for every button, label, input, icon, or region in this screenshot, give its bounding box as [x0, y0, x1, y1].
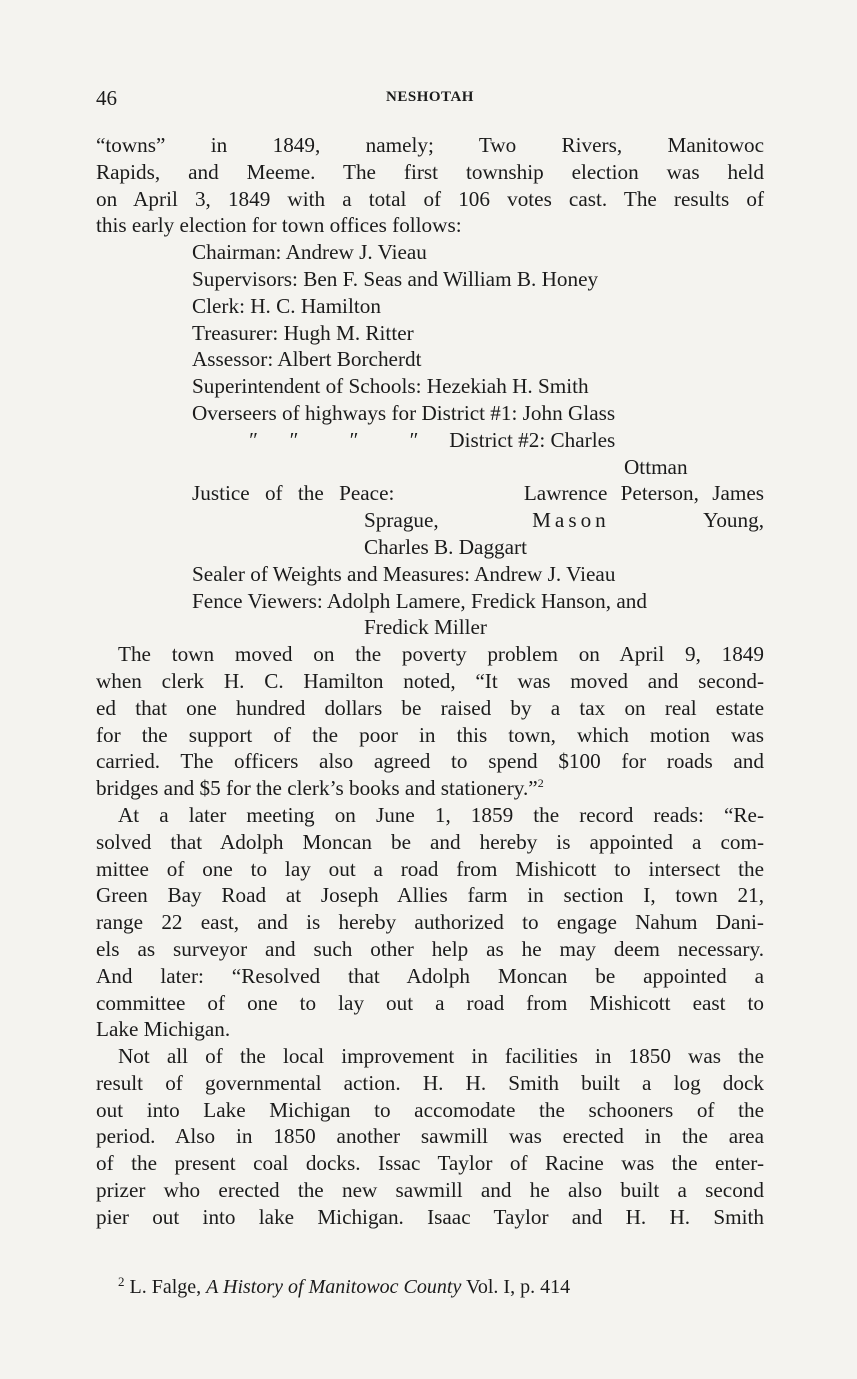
footnote-number: 2 — [118, 1274, 125, 1289]
text-line: pier out into lake Michigan. Isaac Taylor and H. H. Smith — [96, 1204, 764, 1229]
text-line: mittee of one to lay out a road from Mishicott to intersect the — [96, 856, 764, 881]
officer-fence: Fence Viewers: Adolph Lamere, Fredick Hanson, and — [192, 588, 647, 613]
text-line: of the present coal docks. Issac Taylor of Racine was the enter- — [96, 1151, 764, 1176]
footnote-post: Vol. I, p. 414 — [465, 1276, 571, 1298]
text-line: when clerk H. C. Hamilton noted, “It was moved and second- — [96, 668, 764, 693]
ditto-mark: ″ — [289, 427, 299, 452]
text-line: range 22 east, and is hereby authorized to engage Nahum Dani- — [96, 910, 764, 935]
justice-label: Justice of the Peace: — [192, 481, 395, 506]
officer-justice — [96, 480, 764, 507]
text-line: Rapids, and Meeme. The first township election was held — [96, 159, 764, 184]
officer-superintendent: Superintendent of Schools: Hezekiah H. Smith — [192, 374, 589, 399]
footnote — [96, 1274, 786, 1299]
running-head: NESHOTAH — [386, 89, 474, 105]
paragraph-end: bridges and $5 for the clerk’s books and stationery.” — [96, 776, 538, 801]
overseers-2-text: District #2: Charles — [449, 427, 616, 452]
page-header — [96, 86, 764, 116]
footnote-title: A History of Manitowoc County — [206, 1276, 462, 1298]
officer-assessor: Assessor: Albert Borcherdt — [192, 347, 422, 372]
text-line: els as surveyor and such other help as he may deem necessary. — [96, 936, 764, 961]
text-line: carried. The officers also agreed to spend $100 for roads and — [96, 749, 764, 774]
justice-names-1: Lawrence Peterson, James — [523, 481, 764, 506]
officer-supervisors: Supervisors: Ben F. Seas and William B. Honey — [192, 266, 599, 291]
justice-names-2b: Mason — [532, 508, 610, 533]
officer-sealer: Sealer of Weights and Measures: Andrew J. Vieau — [192, 561, 616, 586]
text-line: for the support of the poor in this town, which motion was — [96, 722, 764, 747]
text-line: result of governmental action. H. H. Smith built a log dock — [96, 1070, 764, 1095]
text-line: on April 3, 1849 with a total of 106 votes cast. The results of — [96, 186, 764, 211]
ditto-mark: ″ — [249, 427, 258, 452]
text-line: Not all of the local improvement in facilities in 1850 was the — [118, 1044, 764, 1069]
text-line: Lake Michigan. — [96, 1017, 231, 1042]
officer-treasurer: Treasurer: Hugh M. Ritter — [192, 320, 414, 345]
officer-justice-cont — [96, 507, 764, 534]
ditto-mark: ″ — [349, 427, 359, 452]
ditto-mark: ″ — [409, 427, 419, 452]
text-line: The town moved on the poverty problem on April 9, 1849 — [118, 642, 764, 667]
footnote-pre: L. Falge, — [129, 1276, 202, 1298]
officer-justice-cont: Charles B. Daggart — [364, 534, 527, 559]
body-text — [96, 132, 764, 1231]
text-line: At a later meeting on June 1, 1859 the record reads: “Re- — [118, 802, 764, 827]
text-line: this early election for town offices follows: — [96, 213, 462, 238]
justice-names-2c: Young, — [703, 508, 764, 533]
officer-chairman: Chairman: Andrew J. Vieau — [192, 240, 427, 265]
text-line — [96, 775, 764, 802]
text-line: And later: “Resolved that Adolph Moncan be appointed a — [96, 963, 764, 988]
text-line: “towns” in 1849, namely; Two Rivers, Manitowoc — [96, 133, 764, 157]
officer-fence-cont: Fredick Miller — [364, 615, 487, 640]
text-line: period. Also in 1850 another sawmill was erected in the area — [96, 1124, 764, 1149]
officer-overseers-1: Overseers of highways for District #1: John Glass — [192, 400, 616, 425]
officer-overseers-2 — [96, 427, 764, 454]
page-number: 46 — [96, 86, 117, 110]
officer-clerk: Clerk: H. C. Hamilton — [192, 293, 381, 318]
officer-overseers-2-cont: Ottman — [624, 454, 688, 479]
text-line: ed that one hundred dollars be raised by a tax on real estate — [96, 695, 764, 720]
text-line: prizer who erected the new sawmill and he also built a second — [96, 1178, 764, 1203]
text-line: out into Lake Michigan to accomodate the schooners of the — [96, 1097, 764, 1122]
text-line: Green Bay Road at Joseph Allies farm in section I, town 21, — [96, 883, 764, 908]
footnote-ref: 2 — [537, 776, 544, 791]
text-line: committee of one to lay out a road from Mishicott east to — [96, 990, 764, 1015]
justice-names-2a: Sprague, — [364, 508, 439, 533]
text-line: solved that Adolph Moncan be and hereby is appointed a com- — [96, 829, 764, 854]
